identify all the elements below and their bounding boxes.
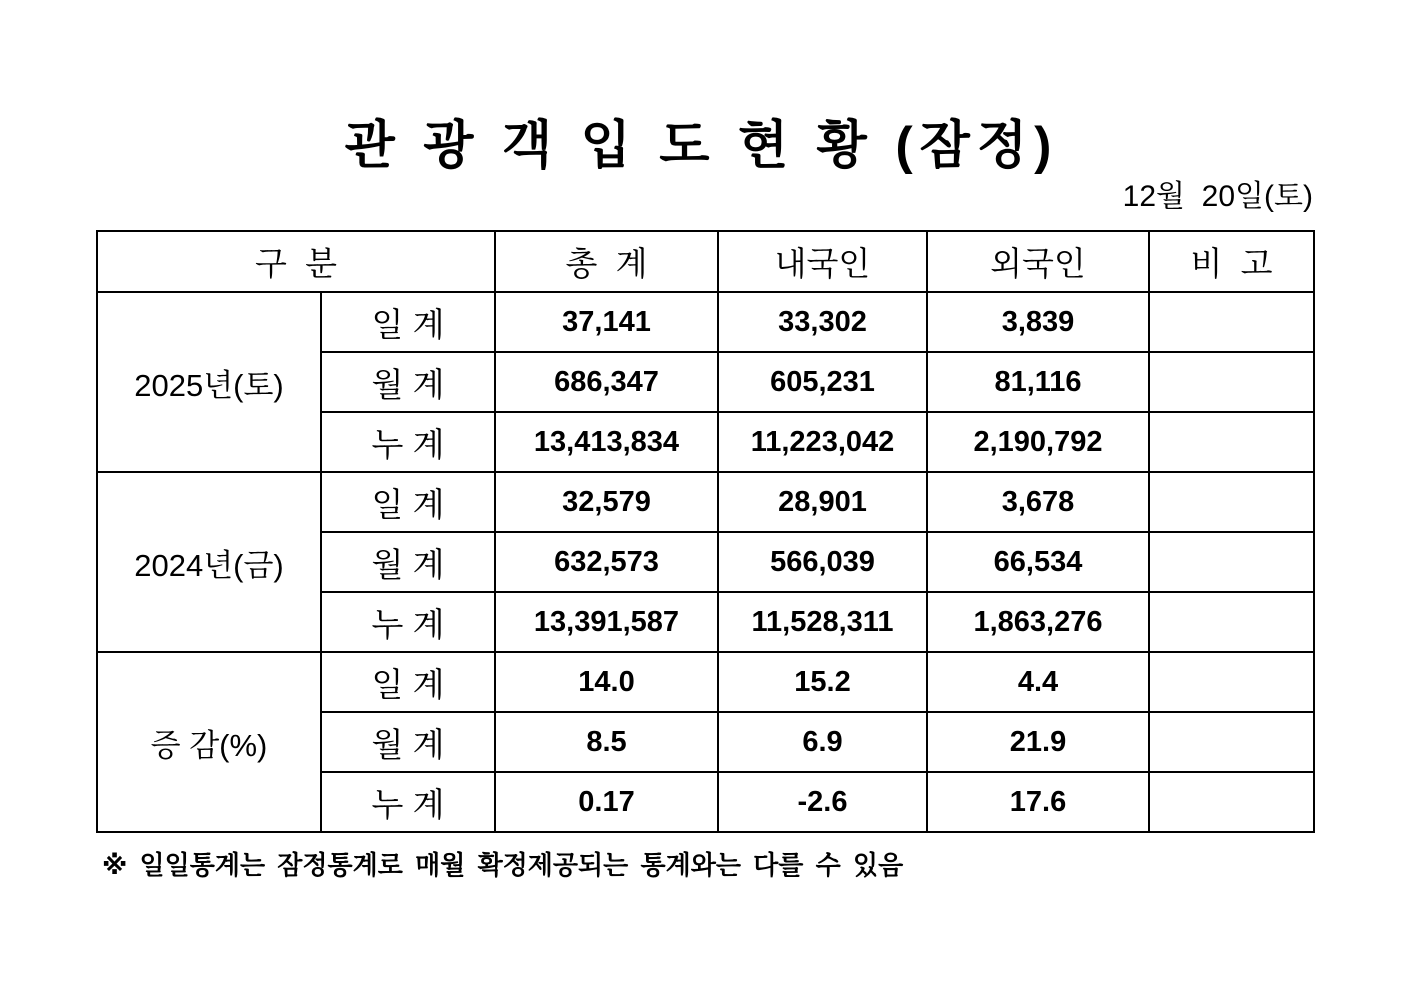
domestic-value: 11,528,311 [718, 592, 927, 652]
note-cell [1149, 352, 1314, 412]
row-label: 월 계 [321, 532, 495, 592]
foreign-value: 3,678 [927, 472, 1149, 532]
foreign-value: 17.6 [927, 772, 1149, 832]
row-label: 누 계 [321, 412, 495, 472]
table-row [97, 652, 1314, 712]
domestic-value: 11,223,042 [718, 412, 927, 472]
header-note: 비 고 [1149, 231, 1314, 292]
total-value: 686,347 [495, 352, 718, 412]
domestic-value: -2.6 [718, 772, 927, 832]
header-total: 총 계 [495, 231, 718, 292]
domestic-value: 28,901 [718, 472, 927, 532]
row-label: 누 계 [321, 592, 495, 652]
note-cell [1149, 592, 1314, 652]
total-value: 32,579 [495, 472, 718, 532]
domestic-value: 15.2 [718, 652, 927, 712]
total-value: 14.0 [495, 652, 718, 712]
foreign-value: 81,116 [927, 352, 1149, 412]
total-value: 13,391,587 [495, 592, 718, 652]
domestic-value: 33,302 [718, 292, 927, 352]
domestic-value: 605,231 [718, 352, 927, 412]
foreign-value: 2,190,792 [927, 412, 1149, 472]
total-value: 8.5 [495, 712, 718, 772]
table-row [97, 472, 1314, 532]
total-value: 0.17 [495, 772, 718, 832]
page-title: 관 광 객 입 도 현 황 (잠정) [344, 117, 1059, 175]
note-cell [1149, 772, 1314, 832]
foreign-value: 66,534 [927, 532, 1149, 592]
row-label: 월 계 [321, 352, 495, 412]
tourist-arrivals-table [96, 230, 1315, 833]
note-cell [1149, 652, 1314, 712]
note-cell [1149, 532, 1314, 592]
note-cell [1149, 412, 1314, 472]
group-label-2024: 2024년(금) [97, 472, 321, 652]
total-value: 37,141 [495, 292, 718, 352]
table-header-row [97, 231, 1314, 292]
footnote: ※ 일일통계는 잠정통계로 매월 확정제공되는 통계와는 다를 수 있음 [102, 850, 904, 880]
header-foreign: 외국인 [927, 231, 1149, 292]
row-label: 일 계 [321, 652, 495, 712]
total-value: 632,573 [495, 532, 718, 592]
header-category: 구 분 [97, 231, 495, 292]
note-cell [1149, 292, 1314, 352]
foreign-value: 21.9 [927, 712, 1149, 772]
group-label-2025: 2025년(토) [97, 292, 321, 472]
row-label: 월 계 [321, 712, 495, 772]
foreign-value: 4.4 [927, 652, 1149, 712]
foreign-value: 1,863,276 [927, 592, 1149, 652]
report-date: 12월 20일(토) [1122, 180, 1313, 213]
row-label: 일 계 [321, 292, 495, 352]
foreign-value: 3,839 [927, 292, 1149, 352]
total-value: 13,413,834 [495, 412, 718, 472]
domestic-value: 6.9 [718, 712, 927, 772]
group-label-change: 증 감(%) [97, 652, 321, 832]
note-cell [1149, 712, 1314, 772]
header-domestic: 내국인 [718, 231, 927, 292]
row-label: 누 계 [321, 772, 495, 832]
row-label: 일 계 [321, 472, 495, 532]
table-row [97, 292, 1314, 352]
domestic-value: 566,039 [718, 532, 927, 592]
note-cell [1149, 472, 1314, 532]
